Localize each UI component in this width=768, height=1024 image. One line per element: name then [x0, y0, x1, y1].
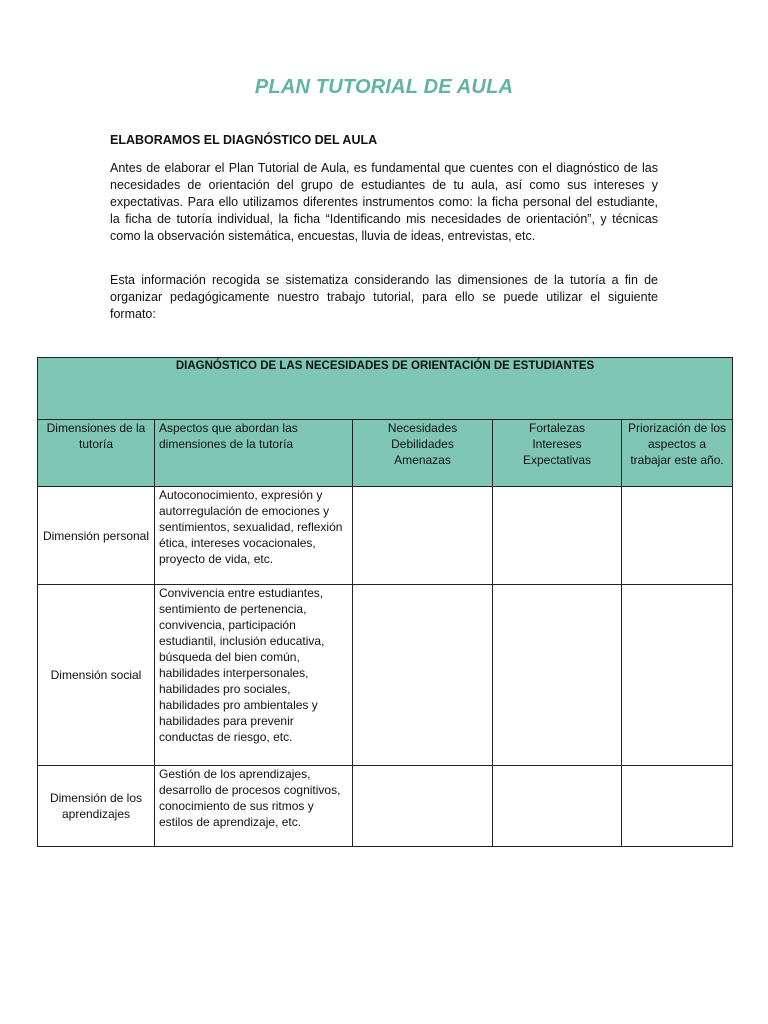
priority-cell[interactable]	[622, 585, 733, 766]
table-title-row	[38, 358, 733, 420]
header-strengths-line1: Fortalezas	[528, 421, 586, 435]
section-heading: ELABORAMOS EL DIAGNÓSTICO DEL AULA	[110, 133, 378, 147]
header-needs-line2: Debilidades	[391, 437, 454, 451]
header-dimensions: Dimensiones de la tutoría	[38, 420, 155, 487]
intro-paragraph: Antes de elaborar el Plan Tutorial de Aula, es fundamental que cuentes con el diagnóstico de las necesidades de orientación del grupo de estudiantes de tu aula, así como sus intereses y expectativas. Para ello utilizamos diferentes instrumentos como: la ficha personal del estudiante, la ficha de tutoría individual, la ficha “Identificando mis necesidades de orientación”, y técnicas como la observación sistemática, encuestas, lluvia de ideas, entrevistas, etc.	[110, 161, 658, 243]
dimension-personal: Dimensión personal	[38, 487, 155, 585]
needs-cell[interactable]	[353, 487, 493, 585]
strengths-cell[interactable]	[493, 766, 622, 847]
header-needs	[353, 420, 493, 487]
table-row	[38, 487, 733, 585]
strengths-cell[interactable]	[493, 585, 622, 766]
priority-cell[interactable]	[622, 766, 733, 847]
needs-cell[interactable]	[353, 585, 493, 766]
table-title: DIAGNÓSTICO DE LAS NECESIDADES DE ORIENTACIÓN DE ESTUDIANTES	[38, 358, 733, 420]
needs-cell[interactable]	[353, 766, 493, 847]
dimension-social: Dimensión social	[38, 585, 155, 766]
aspects-personal: Autoconocimiento, expresión y autorregulación de emociones y sentimientos, sexualidad, reflexión ética, intereses vocacionales, proyecto de vida, etc.	[155, 487, 353, 585]
table-row	[38, 766, 733, 847]
table-row	[38, 585, 733, 766]
header-priority: Priorización de los aspectos a trabajar este año.	[622, 420, 733, 487]
header-aspects: Aspectos que abordan las dimensiones de la tutoría	[155, 420, 353, 487]
header-strengths-line2: Intereses	[532, 437, 582, 451]
document-title: PLAN TUTORIAL DE AULA	[254, 76, 514, 98]
table-header-row	[38, 420, 733, 487]
header-needs-line1: Necesidades	[387, 421, 458, 435]
strengths-cell[interactable]	[493, 487, 622, 585]
priority-cell[interactable]	[622, 487, 733, 585]
header-strengths	[493, 420, 622, 487]
header-needs-line3: Amenazas	[394, 453, 451, 467]
format-paragraph: Esta información recogida se sistematiza considerando las dimensiones de la tutoría a fin de organizar pedagógicamente nuestro trabajo tutorial, para ello se puede utilizar el siguiente formato:	[110, 273, 658, 321]
aspects-learning: Gestión de los aprendizajes, desarrollo de procesos cognitivos, conocimiento de sus ritmos y estilos de aprendizaje, etc.	[155, 766, 353, 847]
aspects-social: Convivencia entre estudiantes, sentimiento de pertenencia, convivencia, participación estudiantil, inclusión educativa, búsqueda del bien común, habilidades interpersonales, habilidades pro sociales, habilidades pro ambientales y habilidades para prevenir conductas de riesgo, etc.	[155, 585, 353, 766]
diagnosis-table	[37, 357, 733, 847]
dimension-learning: Dimensión de los aprendizajes	[38, 766, 155, 847]
header-strengths-line3: Expectativas	[522, 453, 592, 467]
